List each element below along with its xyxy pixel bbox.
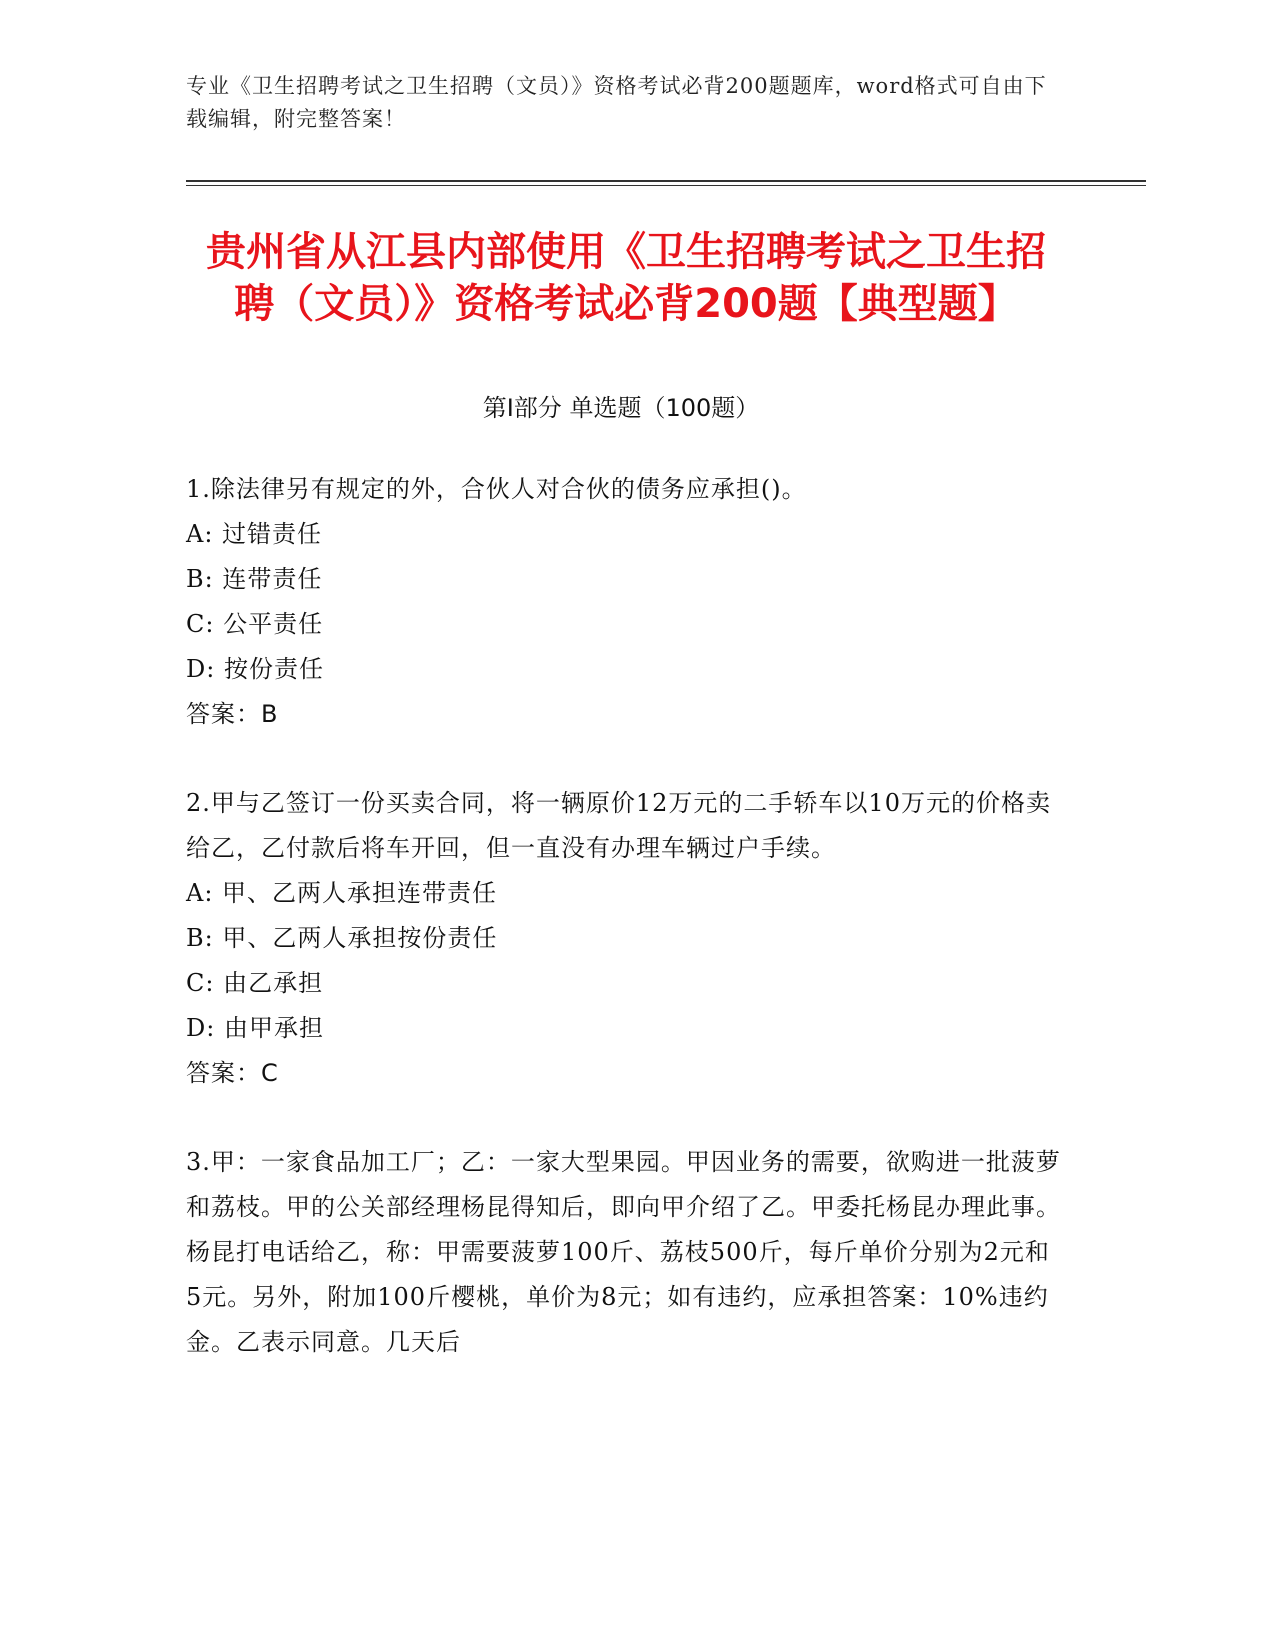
question-2	[186, 781, 1066, 1096]
option-d: D: 按份责任	[186, 655, 324, 683]
answer: 答案：B	[186, 700, 279, 728]
option-c: C: 由乙承担	[186, 969, 324, 997]
section-title: 第Ⅰ部分 单选题（100题）	[482, 394, 760, 422]
answer: 答案：C	[186, 1059, 279, 1087]
document-page	[186, 70, 1146, 1365]
document-title: 贵州省从江县内部使用《卫生招聘考试之卫生招聘（文员）》资格考试必背200题【典型题】	[206, 229, 1046, 327]
question-1	[186, 467, 1066, 737]
option-b: B: 甲、乙两人承担按份责任	[186, 924, 498, 952]
question-3	[186, 1140, 1066, 1365]
question-stem: 1.除法律另有规定的外，合伙人对合伙的债务应承担()。	[186, 475, 807, 503]
option-b: B: 连带责任	[186, 565, 323, 593]
question-stem: 3.甲：一家食品加工厂；乙：一家大型果园。甲因业务的需要，欲购进一批菠萝和荔枝。甲的公关部经理杨昆得知后，即向甲介绍了乙。甲委托杨昆办理此事。杨昆打电话给乙，称：甲需要菠萝100斤、荔枝500斤，每斤单价分别为2元和5元。另外，附加100斤樱桃，单价为8元；如有违约，应承担答案：10%违约金。乙表示同意。几天后	[186, 1148, 1061, 1356]
question-stem: 2.甲与乙签订一份买卖合同，将一辆原价12万元的二手轿车以10万元的价格卖给乙，乙付款后将车开回，但一直没有办理车辆过户手续。	[186, 789, 1051, 862]
option-a: A: 过错责任	[186, 520, 323, 548]
option-a: A: 甲、乙两人承担连带责任	[186, 879, 498, 907]
header-note: 专业《卫生招聘考试之卫生招聘（文员）》资格考试必背200题题库，word格式可自由下载编辑，附完整答案！	[186, 74, 1047, 131]
header-divider	[186, 180, 1146, 186]
option-c: C: 公平责任	[186, 610, 324, 638]
option-d: D: 由甲承担	[186, 1014, 324, 1042]
